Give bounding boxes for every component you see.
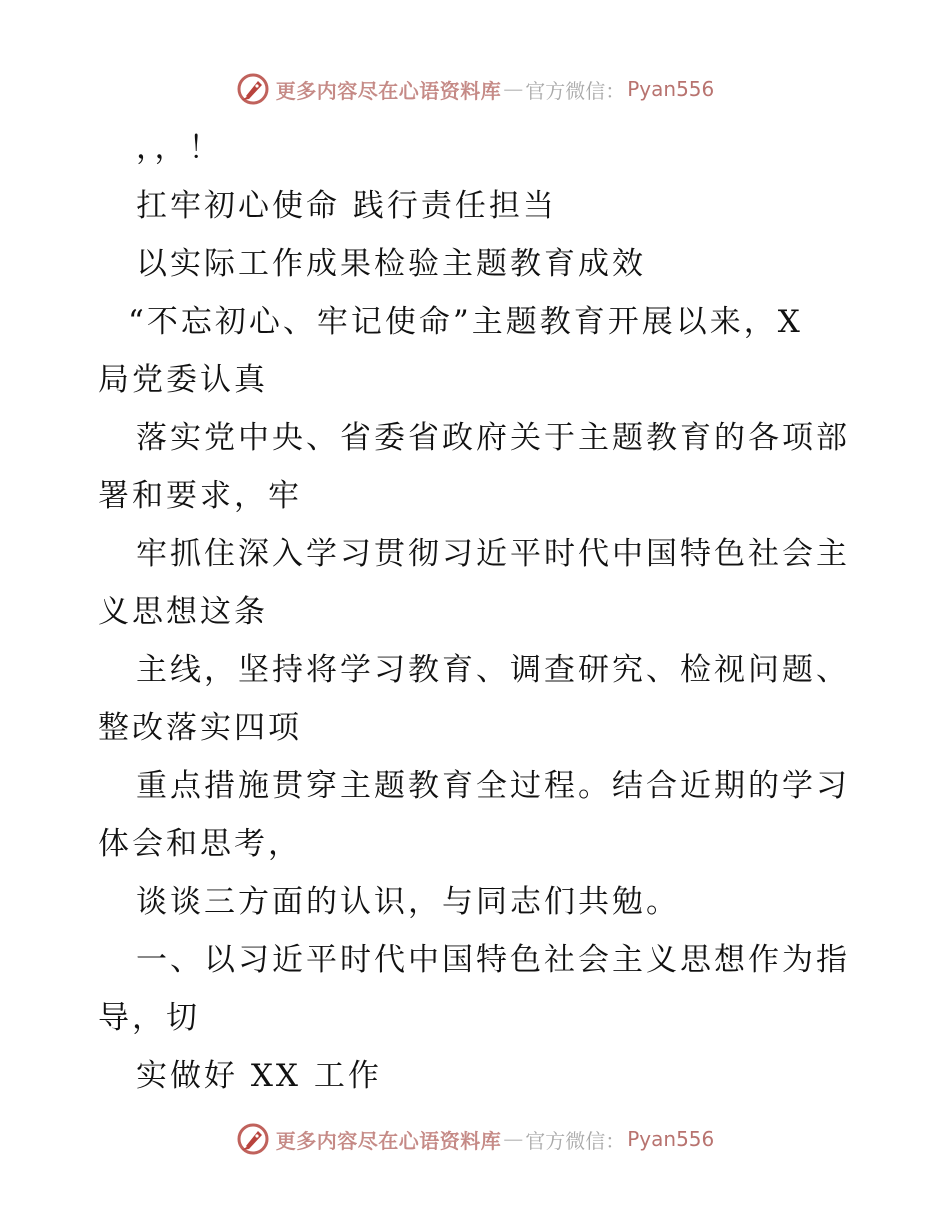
header-watermark [0, 72, 950, 106]
watermark-main-text: 更多内容尽在心语资料库 [275, 1128, 502, 1153]
watermark-separator: — [503, 1127, 524, 1151]
paragraph-line: 署和要求，牢 [98, 478, 302, 514]
paragraph-line: 主线，坚持将学习教育、调查研究、检视问题、 [136, 652, 850, 688]
section-heading-line: 一、以习近平时代中国特色社会主义思想作为指 [136, 942, 850, 978]
section-heading-line: 实做好 XX 工作 [136, 1058, 382, 1094]
footer-watermark [0, 1122, 950, 1156]
document-subtitle: 以实际工作成果检验主题教育成效 [136, 246, 646, 282]
watermark-wechat-label: 官方微信： [525, 1128, 626, 1153]
pen-nib-logo-icon [236, 72, 270, 106]
watermark-main-text: 更多内容尽在心语资料库 [275, 78, 502, 103]
paragraph-line: 局党委认真 [98, 362, 268, 398]
document-title: 扛牢初心使命 践行责任担当 [136, 188, 557, 224]
paragraph-line: 谈谈三方面的认识，与同志们共勉。 [136, 884, 680, 920]
watermark-separator: — [503, 77, 524, 101]
paragraph-line: 整改落实四项 [98, 710, 302, 746]
watermark-wechat-id: Pyan556 [627, 1127, 715, 1151]
watermark-wechat-id: Pyan556 [627, 77, 715, 101]
paragraph-line: “不忘初心、牢记使命”主题教育开展以来，X [128, 304, 803, 340]
paragraph-line: 重点措施贯穿主题教育全过程。结合近期的学习 [136, 768, 850, 804]
paragraph-line: 义思想这条 [98, 594, 268, 630]
section-heading-line: 导，切 [98, 1000, 200, 1036]
paragraph-line: 牢抓住深入学习贯彻习近平时代中国特色社会主 [136, 536, 850, 572]
paragraph-line: 落实党中央、省委省政府关于主题教育的各项部 [136, 420, 850, 456]
paragraph-line: 体会和思考， [98, 826, 302, 862]
punctuation-line: ，，！ [136, 130, 223, 166]
watermark-wechat-label: 官方微信： [525, 78, 626, 103]
pen-nib-logo-icon [236, 1122, 270, 1156]
